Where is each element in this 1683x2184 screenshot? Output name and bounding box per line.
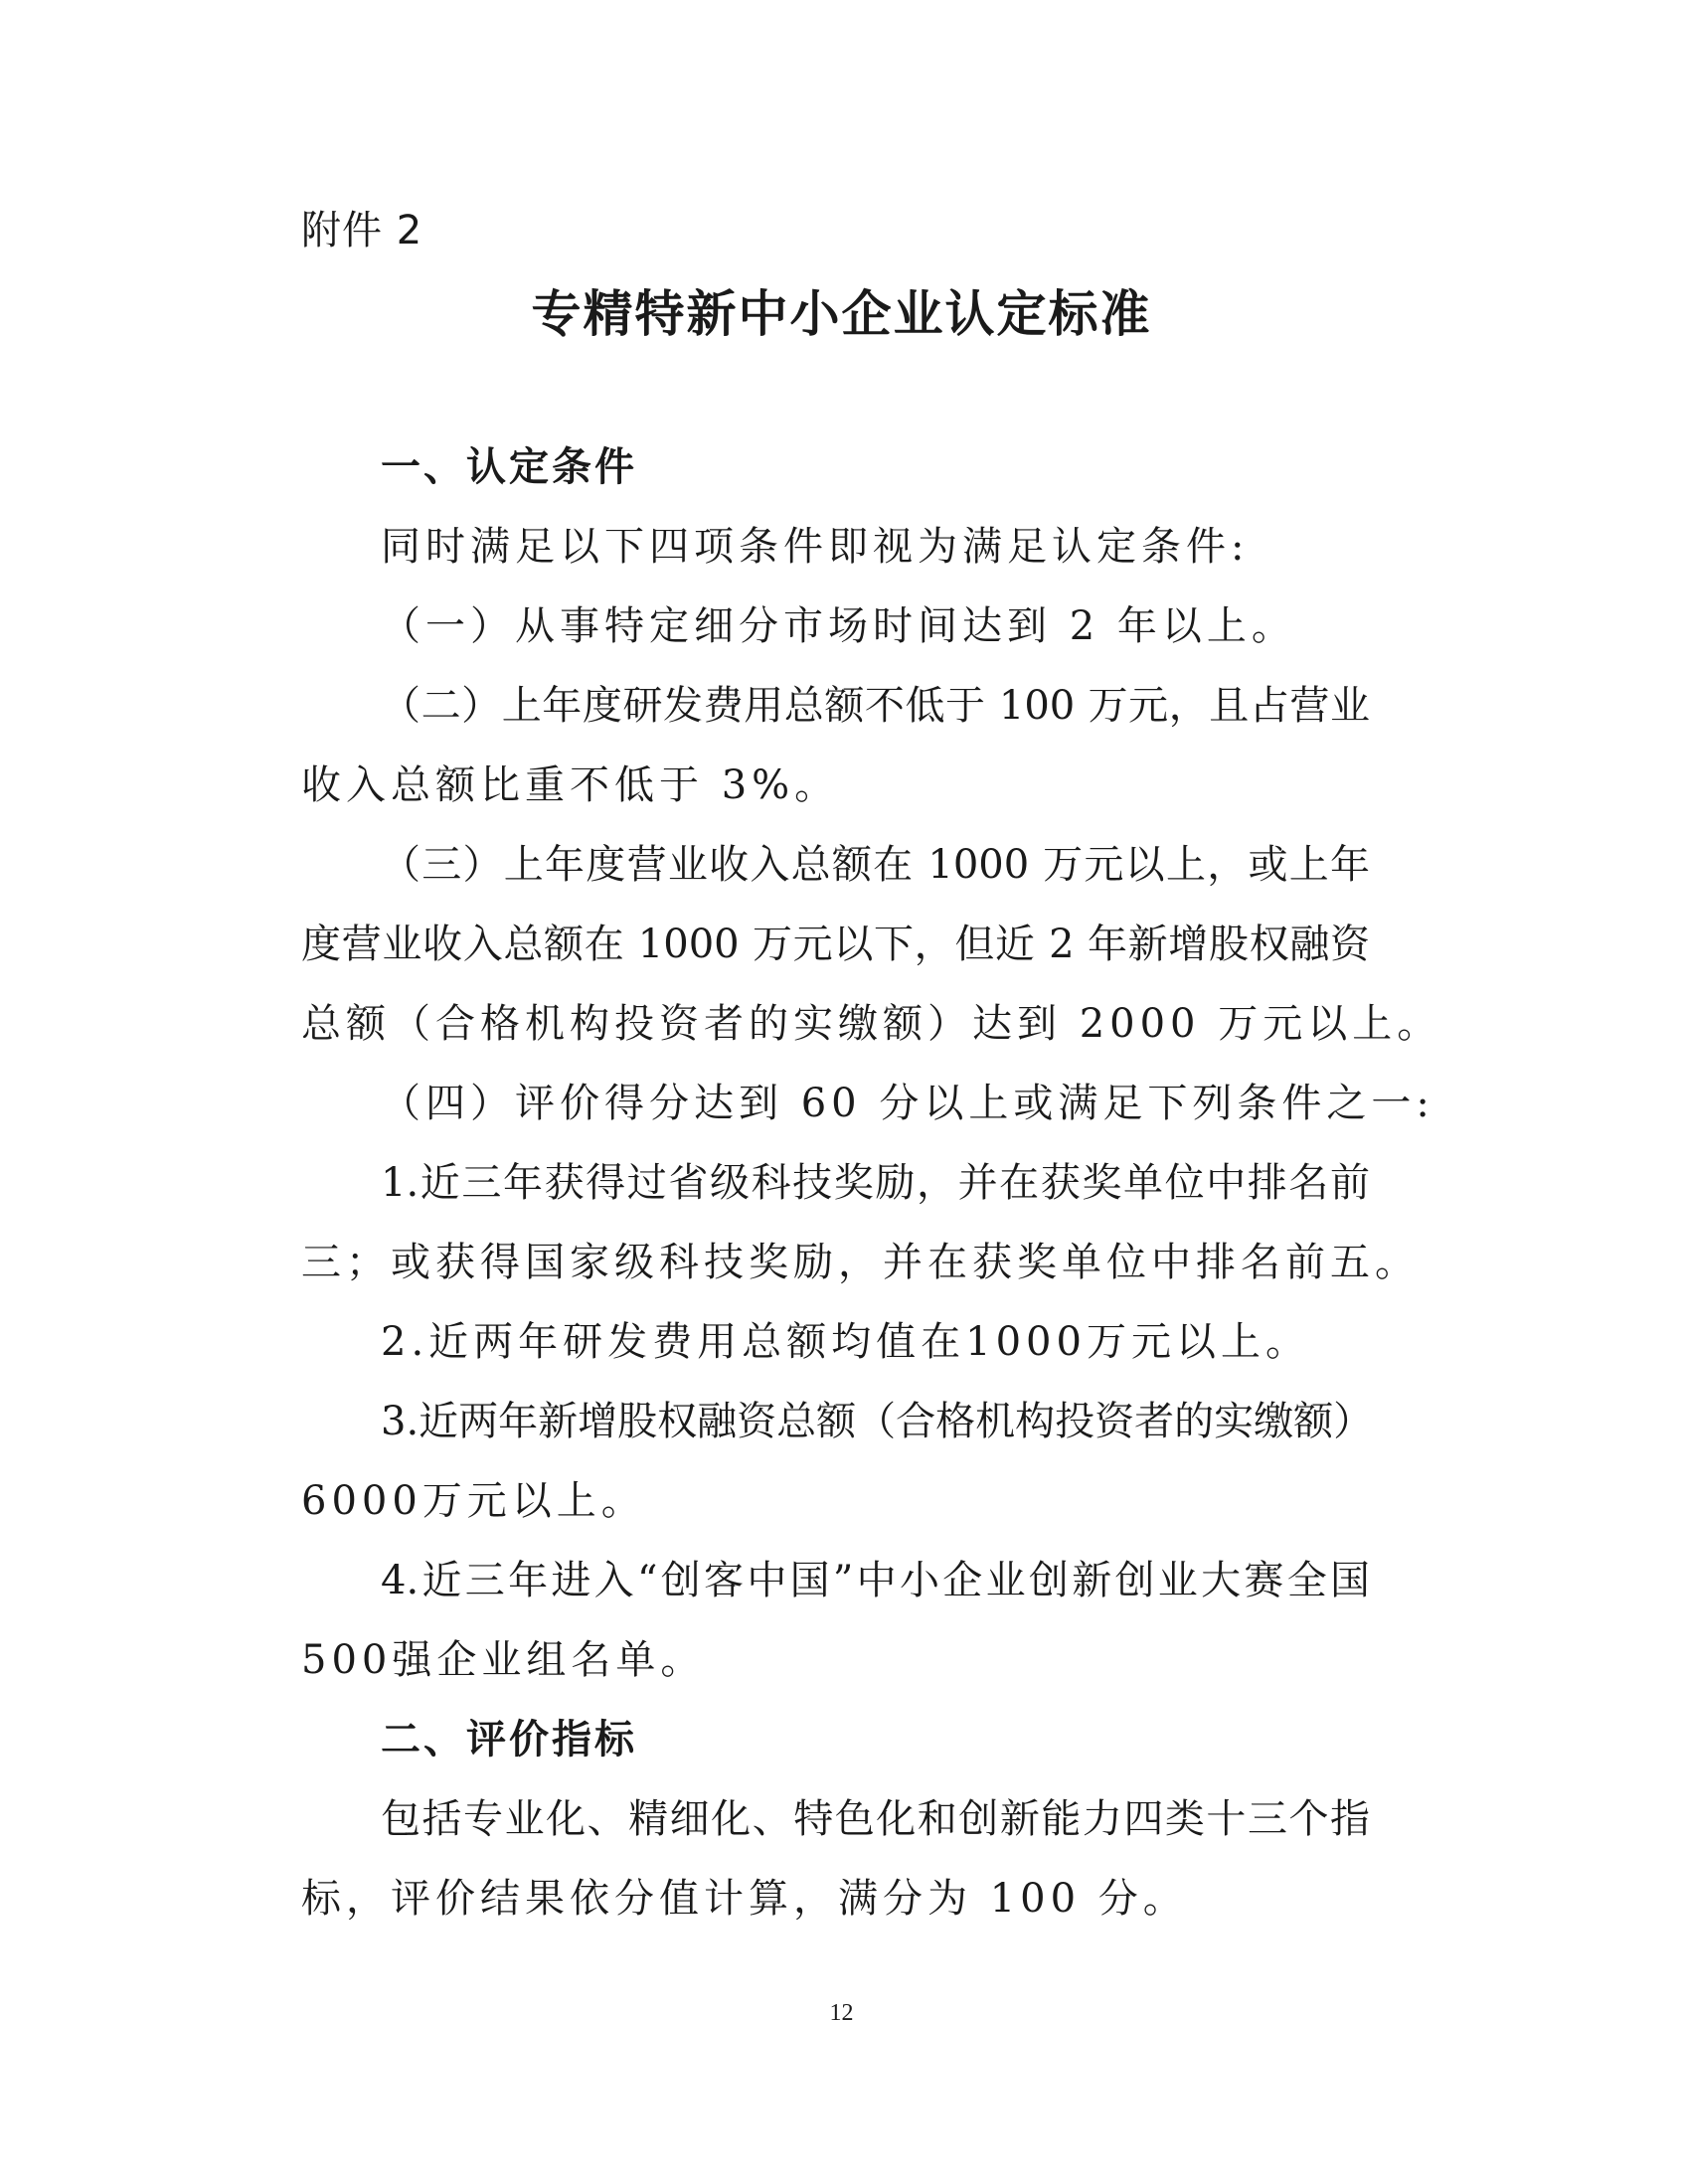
indicators-line-2: 标，评价结果依分值计算，满分为 100 分。 xyxy=(301,1876,1188,1922)
section-heading-conditions: 一、认定条件 xyxy=(381,444,637,490)
sub-condition-3-line-1: 3.近两年新增股权融资总额（合格机构投资者的实缴额） xyxy=(381,1399,1374,1444)
sub-condition-4-line-1: 4.近三年进入“创客中国”中小企业创新创业大赛全国 xyxy=(381,1558,1370,1603)
indicators-line-1: 包括专业化、精细化、特色化和创新能力四类十三个指 xyxy=(381,1796,1370,1842)
condition-3-line-1: （三）上年度营业收入总额在 1000 万元以上，或上年 xyxy=(381,842,1370,888)
condition-1: （一）从事特定细分市场时间达到 2 年以上。 xyxy=(381,603,1296,649)
attachment-label: 附件 2 xyxy=(301,208,423,253)
page-number: 12 xyxy=(829,2000,854,2026)
sub-condition-3-line-2: 6000万元以上。 xyxy=(301,1478,646,1524)
paragraph-intro: 同时满足以下四项条件即视为满足认定条件: xyxy=(381,524,1250,570)
condition-2-line-1: （二）上年度研发费用总额不低于 100 万元，且占营业 xyxy=(381,683,1370,729)
sub-condition-2: 2.近两年研发费用总额均值在1000万元以上。 xyxy=(381,1319,1310,1365)
document-title: 专精特新中小企业认定标准 xyxy=(531,284,1152,343)
sub-condition-4-line-2: 500强企业组名单。 xyxy=(301,1637,706,1683)
sub-condition-1-line-2: 三；或获得国家级科技奖励，并在获奖单位中排名前五。 xyxy=(301,1240,1420,1285)
condition-2-line-2: 收入总额比重不低于 3%。 xyxy=(301,762,840,808)
condition-4: （四）评价得分达到 60 分以上或满足下列条件之一: xyxy=(381,1081,1434,1126)
sub-condition-1-line-1: 1.近三年获得过省级科技奖励，并在获奖单位中排名前 xyxy=(381,1160,1370,1206)
section-heading-indicators: 二、评价指标 xyxy=(381,1717,637,1763)
condition-3-line-3: 总额（合格机构投资者的实缴额）达到 2000 万元以上。 xyxy=(301,1001,1442,1047)
document-body xyxy=(301,427,1442,1938)
condition-3-line-2: 度营业收入总额在 1000 万元以下，但近 2 年新增股权融资 xyxy=(301,922,1370,967)
